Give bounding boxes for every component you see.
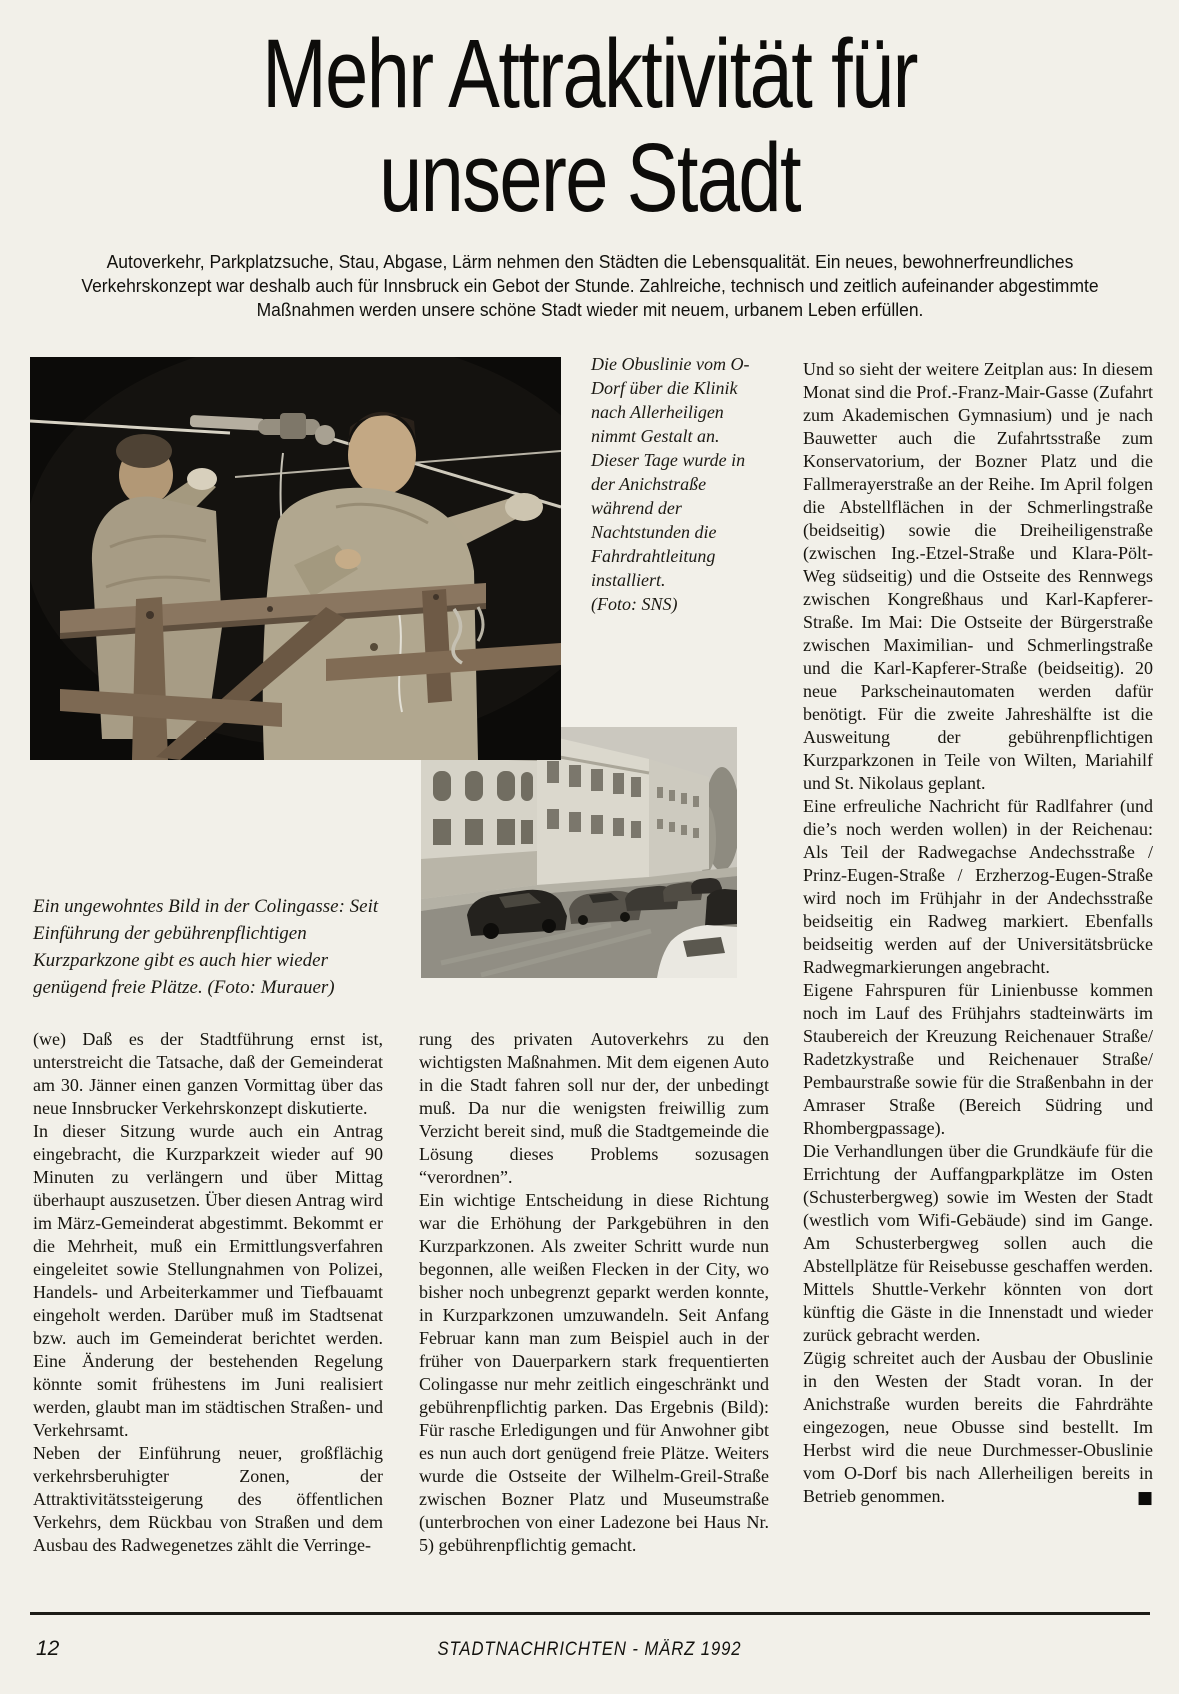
page-title: [118, 19, 1061, 232]
night-workers-photo-illustration: [30, 357, 561, 760]
paragraph: Neben der Einführung neuer, großflächig verkehrsberuhigter Zonen, der Attraktivitätssteigerung des öffentlichen Verkehrs, dem Rückbau von Straßen und dem Ausbau des Radwegenetzes zählt die Verringe-: [33, 1443, 383, 1555]
photo-overhead-wire-installation: [30, 357, 561, 760]
paragraph: Eine erfreuliche Nachricht für Radlfahrer (und die’s noch werden wollen) in der Reichenau: Als Teil der Radwegachse Andechsstraße / Prinz-Eugen-Straße / Erzherzog-Eugen-Straße wird noch im Frühjahr in der Andechsstraße beidseitig ein Radweg markiert. Ebenfalls beidseitig werden auf der Universitätsbrücke Radwegmarkierungen angebracht.: [803, 796, 1153, 977]
footer-divider: [30, 1612, 1150, 1615]
street-parking-photo-illustration: [421, 727, 737, 978]
paragraph: [803, 1347, 1153, 1508]
page-number: 12: [36, 1637, 60, 1660]
paragraph: rung des privaten Autoverkehrs zu den wichtigsten Maßnahmen. Mit dem eigenen Auto in die Stadt fahren soll nur der, der unbedingt muß. Da nur die wenigsten freiwillig zum Verzicht bereit sind, muß die Stadtgemeinde die Lösung dieses Problems sozusagen “verordnen”.: [419, 1029, 769, 1187]
photo-caption-obuslinie: [591, 352, 763, 616]
photo-caption-colingasse: Ein ungewohntes Bild in der Colingasse: Seit Einführung der gebührenpflichtigen Kurzparkzone gibt es auch hier wieder genügend freie Plätze. (Foto: Murauer): [33, 896, 379, 998]
paragraph: (we) Daß es der Stadtführung ernst ist, unterstreicht die Tatsache, daß der Gemeinderat am 30. Jänner einen ganzen Vormittag über das neue Innsbrucker Verkehrskonzept diskutierte.: [33, 1029, 383, 1118]
article-column-right: [803, 358, 1153, 1508]
article-column-left: [33, 1028, 383, 1557]
photo-colingasse-street: [421, 727, 737, 978]
article-standfirst: Autoverkehr, Parkplatzsuche, Stau, Abgase, Lärm nehmen den Städten die Lebensqualität. Ein neues, bewohnerfreundliches Verkehrskonzept war deshalb auch für Innsbruck ein Gebot der Stunde. Zahlreiche, technisch und zeitlich aufeinander abgestimmte Maßnahmen werden unsere schöne Stadt wieder mit neuem, urbanem Leben erfüllen.: [80, 252, 1099, 320]
paragraph: In dieser Sitzung wurde auch ein Antrag eingebracht, die Kurzparkzeit wieder auf 90 Minuten zu verlängern und über Mittag überhaupt auszusetzen. Über diesen Antrag wird im März-Gemeinderat abgestimmt. Bekommt er die Mehrheit, muß ein Ermittlungsverfahren eingeleitet sowie Stellungnahmen von Polizei, Handels- und Arbeiterkammer und Tiefbauamt eingeholt werden. Darüber muß im Stadtsenat bzw. auch im Gemeinderat berichtet werden. Eine Änderung der bestehenden Regelung könnte somit frühestens im Juni realisiert werden, glaubt man im städtischen Straßen- und Verkehrsamt.: [33, 1121, 383, 1440]
paragraph: Und so sieht der weitere Zeitplan aus: In diesem Monat sind die Prof.-Franz-Mair-Gasse (Zufahrt zum Akademischen Gymnasium) und je nach Bauwetter auch die Zufahrtsstraße zum Konservatorium, der Bozner Platz und die Fallmerayerstraße an der Reihe. Im April folgen die Abstellflächen in der Schmerlingstraße (beidseitig) sowie die Dreiheiligenstraße (zwischen Ing.-Etzel-Straße und Klara-Pölt-Weg südseitig) und die Ostseite des Rennwegs zwischen Kongreßhaus und Karl-Kapferer-Straße. Im Mai: Die Ostseite der Bürgerstraße zwischen Maximilian- und Schmerlingstraße und die Karl-Kapferer-Straße (beidseitig). 20 neue Parkscheinautomaten werden dafür benötigt. Für die zweite Jahreshälfte ist die Ausweitung der gebührenpflichtigen Kurzparkzonen in Teile von Wilten, Mariahilf und St. Nikolaus geplant.: [803, 359, 1153, 793]
photo-caption-obuslinie-text: Die Obuslinie vom O-Dorf über die Klinik nach Allerheiligen nimmt Gestalt an. Dieser Tage wurde in der Anichstraße während der Nachtstunden die Fahrdrahtleitung installiert.: [591, 354, 750, 590]
paragraph: Ein wichtige Entscheidung in diese Richtung war die Erhöhung der Parkgebühren in den Kurzparkzonen. Als zweiter Schritt wurde nun begonnen, alle weißen Flecken in der City, wo bisher noch unbegrenzt geparkt werden konnte, in Kurzparkzonen umzuwandeln. Seit Anfang Februar kann man zum Beispiel auch in der früher von Dauerparkern stark frequentierten Colingasse nur mehr zeitlich eingeschränkt und gebührenpflichtig parken. Das Ergebnis (Bild): Für rasche Erledigungen und für Anwohner gibt es nun auch dort genügend freie Plätze. Weiters wurde die Ostseite der Wilhelm-Greil-Straße zwischen Bozner Platz und Museumstraße (unterbrochen von einer Ladezone bei Haus Nr. 5) gebührenpflichtig gemacht.: [419, 1190, 769, 1555]
photo-credit-sns: (Foto: SNS): [591, 594, 678, 614]
paragraph: Eigene Fahrspuren für Linienbusse kommen noch im Lauf des Frühjahrs stadteinwärts im Staubereich der Kreuzung Reichenauer Straße/ Radetzkystraße und Reichenauer Straße/ Pembaurstraße sowie für die Straßenbahn in der Amraser Straße (Bereich Südring und Rhombergpassage).: [803, 980, 1153, 1138]
article-end-mark-icon: ■: [1136, 1488, 1153, 1508]
article-column-middle: [419, 1028, 769, 1557]
page-title-line2: unsere Stadt: [379, 123, 800, 232]
page-title-line1: Mehr Attraktivität für: [262, 19, 917, 128]
paragraph-text: Zügig schreitet auch der Ausbau der Obuslinie in den Westen der Stadt voran. In der Anichstraße wurden bereits die Fahrdrähte eingezogen, neue Obusse sind bestellt. Im Herbst wird die neue Durchmesser-Obuslinie vom O-Dorf bis nach Allerheiligen bereits in Betrieb genommen.: [803, 1348, 1153, 1506]
paragraph: Die Verhandlungen über die Grundkäufe für die Errichtung der Auffangparkplätze im Osten (Schusterbergweg) sowie im Westen der Stadt (westlich vom Wifi-Gebäude) sind im Gange. Am Schusterbergweg sollen auch die Abstellplätze für Reisebusse geschaffen werden. Mittels Shuttle-Verkehr könnten von dort künftig die Gäste in die Innenstadt und wieder zurück gebracht werden.: [803, 1141, 1153, 1345]
journal-name: STADTNACHRICHTEN - MÄRZ 1992: [437, 1639, 742, 1660]
